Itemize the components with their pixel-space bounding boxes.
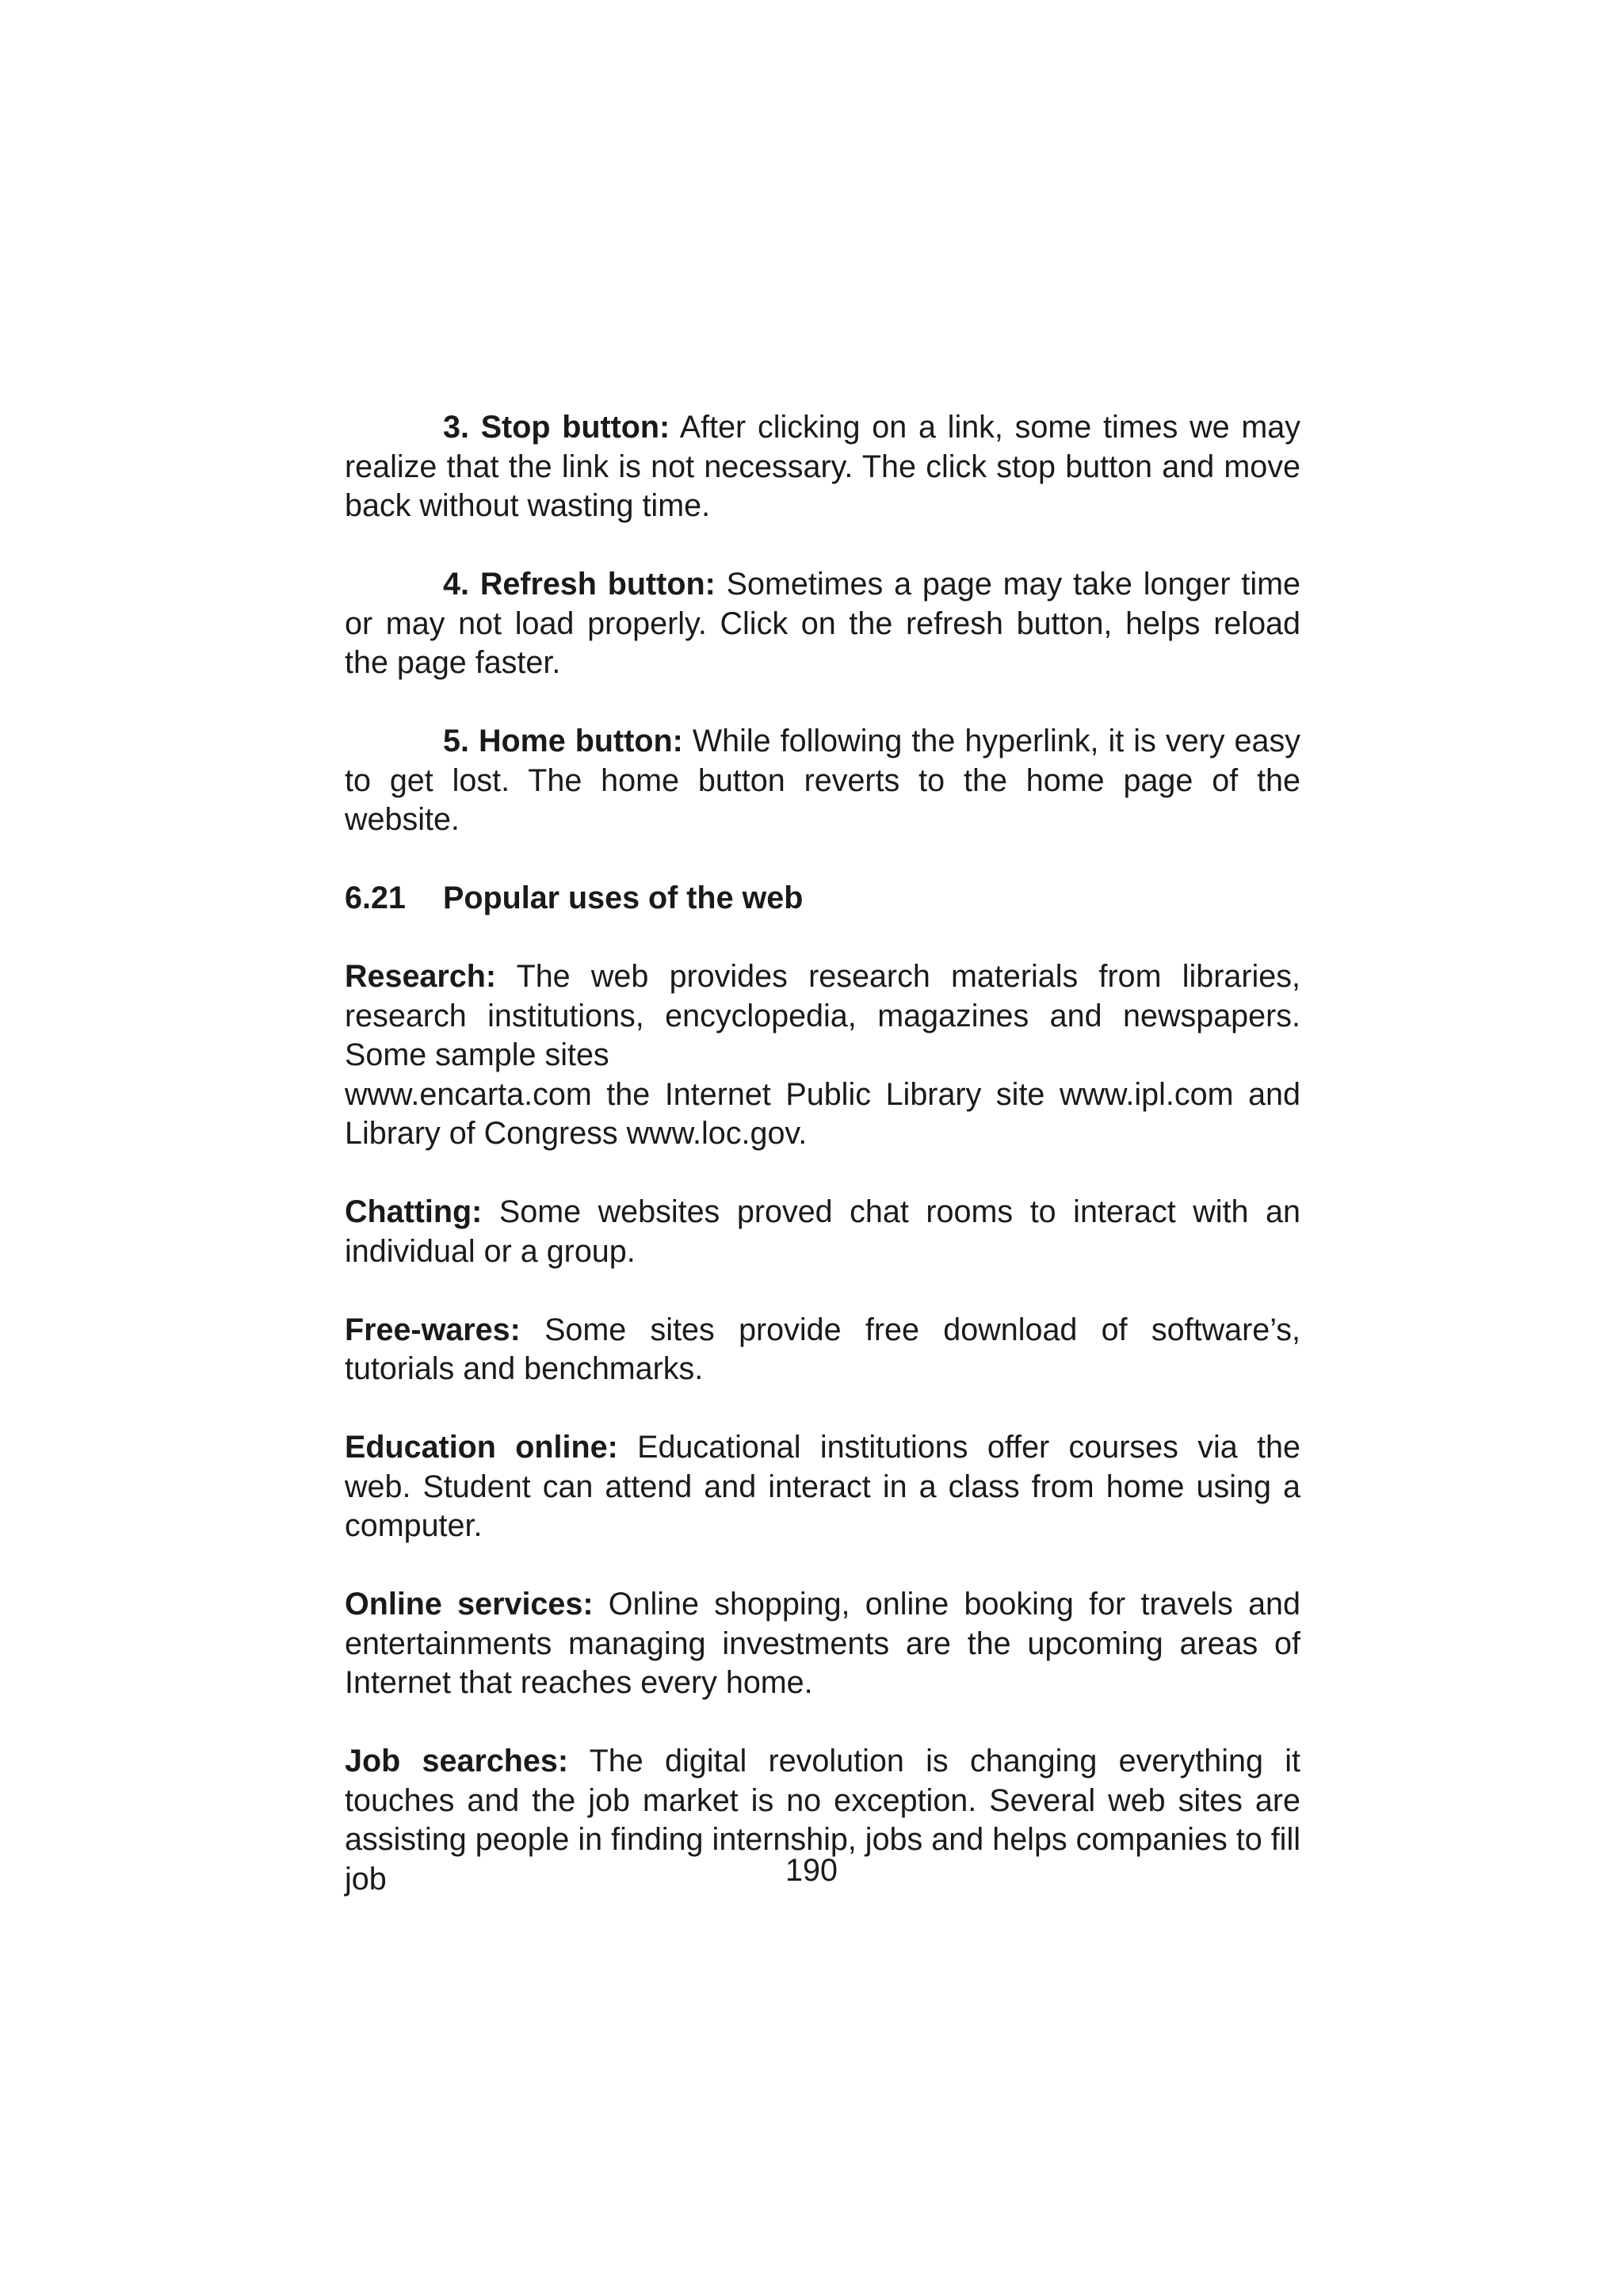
refresh-button-text: Sometimes a page may take longer time or may not load properly. Click on the refresh button, helps reload the page faster. xyxy=(345,567,1301,680)
jobs-text: The digital revolution is changing everything it touches and the job market is no exception. Several web sites are assisting people in finding internship, jobs and helps companies to fill job xyxy=(345,1744,1300,1897)
education-term: Education online: xyxy=(345,1430,618,1465)
chatting-text: Some websites proved chat rooms to interact with an individual or a group. xyxy=(345,1194,1300,1269)
page-body xyxy=(345,408,1300,1939)
home-button-term: 5. Home button: xyxy=(443,724,683,758)
section-number: 6.21 xyxy=(345,881,406,915)
research-sites: www.encarta.com the Internet Public Library site www.ipl.com and Library of Congress www.loc.gov. xyxy=(345,1076,1300,1151)
page-number: 190 xyxy=(785,1853,838,1888)
chatting-term: Chatting: xyxy=(345,1194,483,1229)
home-button-text: While following the hyperlink, it is very easy to get lost. The home button reverts to the home page of the website. xyxy=(345,724,1300,837)
refresh-button-term: 4. Refresh button: xyxy=(443,567,716,602)
freewares-term: Free-wares: xyxy=(345,1312,521,1347)
education-text: Educational institutions offer courses via the web. Student can attend and interact in a class from home using a computer. xyxy=(345,1430,1300,1543)
services-item xyxy=(345,1585,1300,1703)
stop-button-item xyxy=(345,408,1300,526)
jobs-term: Job searches: xyxy=(345,1744,569,1778)
section-heading xyxy=(345,879,1300,919)
education-item xyxy=(345,1428,1300,1546)
research-item xyxy=(345,957,1300,1154)
research-term: Research: xyxy=(345,959,497,994)
services-text: Online shopping, online booking for travels and entertainments managing investments are the upcoming areas of Internet that reaches every home. xyxy=(345,1587,1300,1700)
stop-button-text: After clicking on a link, some times we may realize that the link is not necessary. The click stop button and move back without wasting time. xyxy=(345,410,1301,523)
freewares-text: Some sites provide free download of software’s, tutorials and benchmarks. xyxy=(345,1312,1300,1386)
services-term: Online services: xyxy=(345,1587,594,1622)
home-button-item xyxy=(345,722,1300,840)
refresh-button-item xyxy=(345,565,1300,683)
chatting-item xyxy=(345,1193,1300,1271)
freewares-item xyxy=(345,1311,1300,1389)
research-text: The web provides research materials from libraries, research institutions, encyclopedia, magazines and newspapers. Some sample sites xyxy=(345,959,1300,1072)
stop-button-term: 3. Stop button: xyxy=(443,410,670,445)
section-title: Popular uses of the web xyxy=(443,881,804,915)
